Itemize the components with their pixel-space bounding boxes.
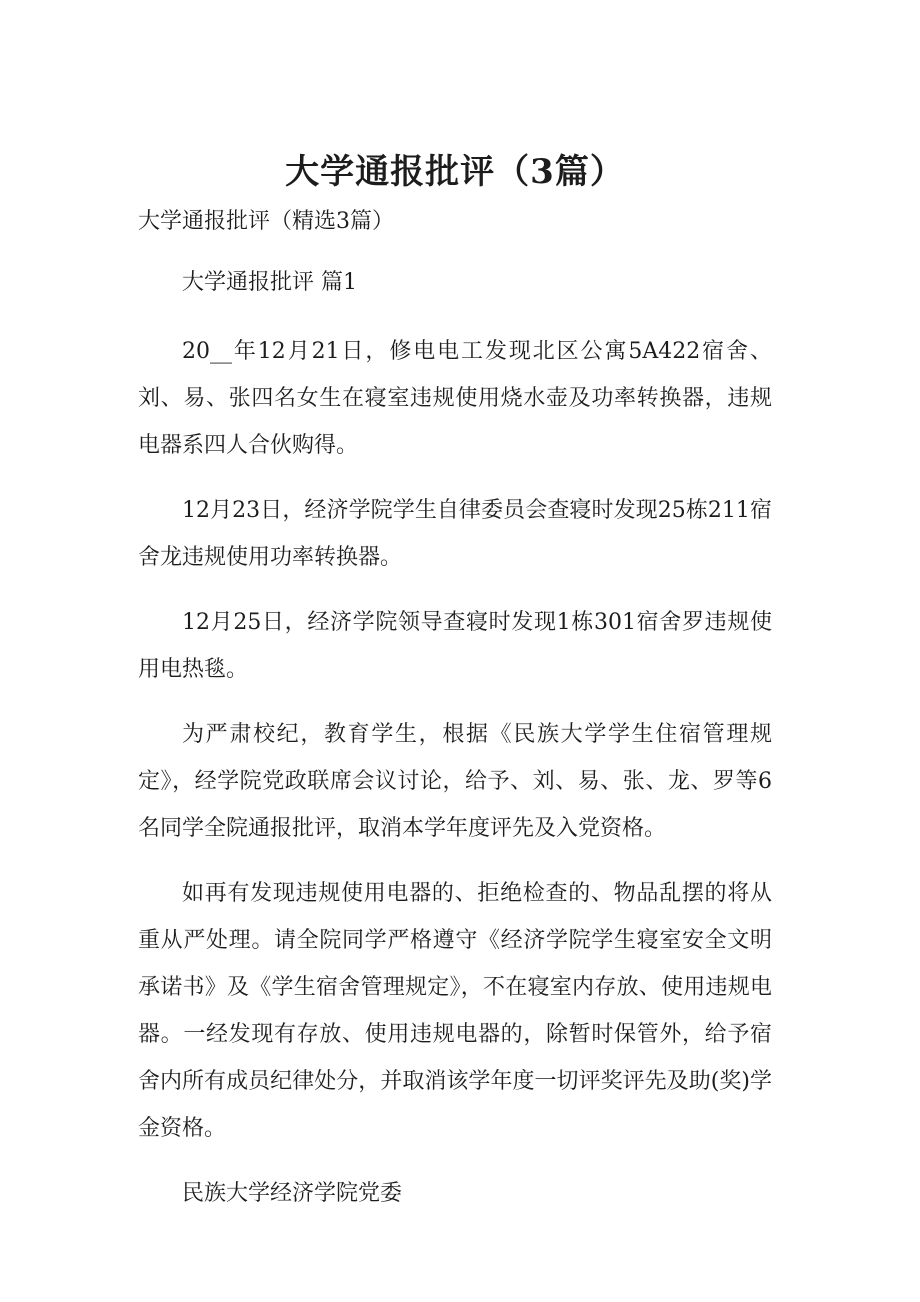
section-heading: 大学通报批评 篇1 [182,270,357,295]
document-title: 大学通报批评（3篇） [285,152,625,192]
document-content [138,0,772,1217]
document-subtitle: 大学通报批评（精选3篇） [138,209,394,234]
paragraph-3: 12月25日，经济学院领导查寝时发现1栋301宿舍罗违规使用电热毯。 [138,610,772,682]
signature-line: 民族大学经济学院党委 [182,1181,403,1206]
paragraph-1: 20__年12月21日，修电电工发现北区公寓5A422宿舍、刘、易、张四名女生在寝室违规使用烧水壶及功率转换器，违规电器系四人合伙购得。 [138,339,772,458]
paragraph-2: 12月23日，经济学院学生自律委员会查寝时发现25栋211宿舍龙违规使用功率转换器。 [138,498,772,570]
paragraph-5: 如再有发现违规使用电器的、拒绝检查的、物品乱摆的将从重从严处理。请全院同学严格遵守《经济学院学生寝室安全文明承诺书》及《学生宿舍管理规定》，不在寝室内存放、使用违规电器。一经发现有存放、使用违规电器的，除暂时保管外，给予宿舍内所有成员纪律处分，并取消该学年度一切评奖评先及助(奖)学金资格。 [138,881,772,1141]
paragraph-4: 为严肃校纪，教育学生，根据《民族大学学生住宿管理规定》，经学院党政联席会议讨论，给予、刘、易、张、龙、罗等6名同学全院通报批评，取消本学年度评先及入党资格。 [138,722,772,841]
